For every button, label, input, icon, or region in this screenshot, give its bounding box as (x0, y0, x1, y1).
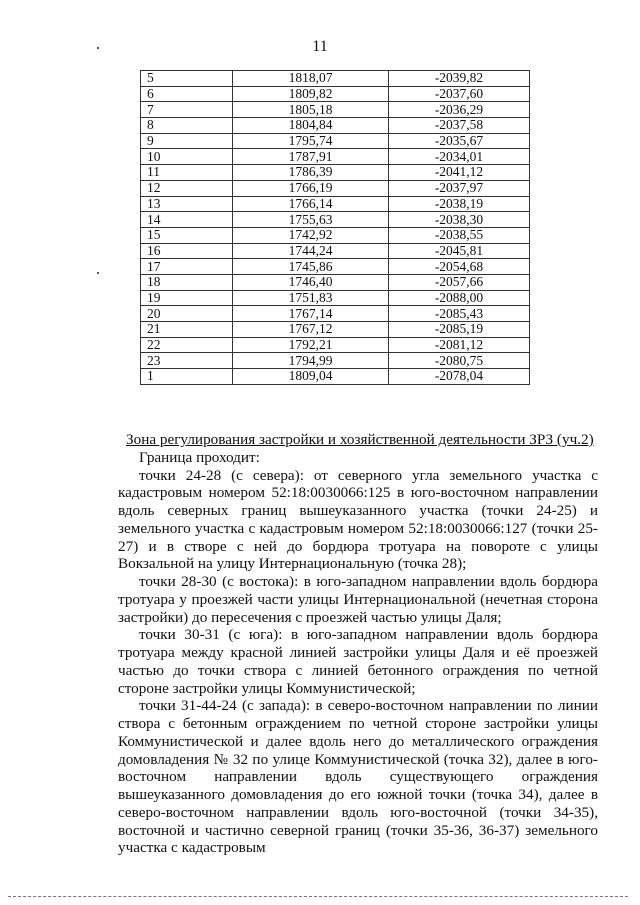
point-number: 11 (141, 165, 233, 181)
x-coordinate: 1805,18 (233, 102, 389, 118)
table-row (141, 306, 530, 322)
table-row (141, 353, 530, 369)
x-coordinate: 1766,14 (233, 196, 389, 212)
x-coordinate: 1755,63 (233, 212, 389, 228)
x-coordinate: 1786,39 (233, 165, 389, 181)
x-coordinate: 1818,07 (233, 71, 389, 87)
point-number: 8 (141, 118, 233, 134)
y-coordinate: -2045,81 (389, 243, 530, 259)
table-row (141, 259, 530, 275)
x-coordinate: 1767,12 (233, 322, 389, 338)
y-coordinate: -2037,60 (389, 86, 530, 102)
point-number: 16 (141, 243, 233, 259)
y-coordinate: -2038,55 (389, 227, 530, 243)
point-number: 23 (141, 353, 233, 369)
table-row (141, 180, 530, 196)
point-number: 15 (141, 227, 233, 243)
y-coordinate: -2037,97 (389, 180, 530, 196)
point-number: 5 (141, 71, 233, 87)
y-coordinate: -2034,01 (389, 149, 530, 165)
table-row (141, 227, 530, 243)
paragraph: Граница проходит: (139, 448, 260, 466)
y-coordinate: -2080,75 (389, 353, 530, 369)
paragraph: точки 30-31 (с юга): в юго-западном направлении вдоль бордюра тротуара между красной линией застройки улицы Даля и её проезжей частью до точки створа с линией бетонного ограждения по четной стороне застройки улицы Коммунистической; (118, 626, 598, 697)
table-row (141, 212, 530, 228)
point-number: 20 (141, 306, 233, 322)
y-coordinate: -2085,19 (389, 322, 530, 338)
x-coordinate: 1766,19 (233, 180, 389, 196)
scan-speck (97, 47, 99, 49)
x-coordinate: 1804,84 (233, 118, 389, 134)
table-row (141, 322, 530, 338)
x-coordinate: 1744,24 (233, 243, 389, 259)
table-row (141, 369, 530, 385)
y-coordinate: -2037,58 (389, 118, 530, 134)
point-number: 1 (141, 369, 233, 385)
x-coordinate: 1809,82 (233, 86, 389, 102)
x-coordinate: 1787,91 (233, 149, 389, 165)
table-row (141, 165, 530, 181)
point-number: 10 (141, 149, 233, 165)
x-coordinate: 1742,92 (233, 227, 389, 243)
point-number: 7 (141, 102, 233, 118)
y-coordinate: -2038,19 (389, 196, 530, 212)
scan-speck (97, 272, 99, 274)
y-coordinate: -2088,00 (389, 290, 530, 306)
x-coordinate: 1767,14 (233, 306, 389, 322)
y-coordinate: -2057,66 (389, 274, 530, 290)
table-row (141, 290, 530, 306)
table-row (141, 102, 530, 118)
y-coordinate: -2036,29 (389, 102, 530, 118)
page-number: 11 (312, 38, 328, 55)
y-coordinate: -2035,67 (389, 133, 530, 149)
paragraph: точки 28-30 (с востока): в юго-западном направлении вдоль бордюра тротуара у проезжей части улицы Интернациональной (нечетная сторона застройки) до пересечения с проезжей частью улицы Даля; (118, 573, 598, 626)
point-number: 9 (141, 133, 233, 149)
x-coordinate: 1809,04 (233, 369, 389, 385)
table-row (141, 337, 530, 353)
x-coordinate: 1751,83 (233, 290, 389, 306)
point-number: 17 (141, 259, 233, 275)
point-number: 22 (141, 337, 233, 353)
x-coordinate: 1745,86 (233, 259, 389, 275)
paragraph: точки 24-28 (с севера): от северного угла земельного участка с кадастровым номером 52:18:0030066:125 в юго-восточном направлении вдоль северных границ вышеуказанного участка (точки 24-25) и земельного участка с кадастровым номером 52:18:0030066:127 (точки 25-27) и в створе с ней до бордюра тротуара на повороте с улицы Вокзальной на улицу Интернациональную (точка 28); (118, 466, 598, 573)
y-coordinate: -2038,30 (389, 212, 530, 228)
x-coordinate: 1792,21 (233, 337, 389, 353)
table-row (141, 149, 530, 165)
section-heading: Зона регулирования застройки и хозяйственной деятельности ЗРЗ (уч.2) (126, 431, 594, 448)
point-number: 14 (141, 212, 233, 228)
table-row (141, 196, 530, 212)
table-row (141, 133, 530, 149)
document-body (118, 431, 598, 857)
x-coordinate: 1794,99 (233, 353, 389, 369)
point-number: 6 (141, 86, 233, 102)
coordinates-table (140, 70, 530, 385)
point-number: 18 (141, 274, 233, 290)
y-coordinate: -2085,43 (389, 306, 530, 322)
table-row (141, 274, 530, 290)
point-number: 19 (141, 290, 233, 306)
y-coordinate: -2041,12 (389, 165, 530, 181)
x-coordinate: 1795,74 (233, 133, 389, 149)
y-coordinate: -2039,82 (389, 71, 530, 87)
y-coordinate: -2081,12 (389, 337, 530, 353)
x-coordinate: 1746,40 (233, 274, 389, 290)
point-number: 13 (141, 196, 233, 212)
table-row (141, 86, 530, 102)
point-number: 21 (141, 322, 233, 338)
point-number: 12 (141, 180, 233, 196)
table-row (141, 118, 530, 134)
table-row (141, 71, 530, 87)
y-coordinate: -2078,04 (389, 369, 530, 385)
paragraph: точки 31-44-24 (с запада): в северо-восточном направлении по линии створа с бетонным ограждением по четной стороне застройки улицы Коммунистической и далее вдоль него до металлического ограждения домовладения № 32 по улице Коммунистической (точка 32), далее в юго-восточном направлении вдоль существующего ограждения вышеуказанного домовладения до его южной точки (точка 34), далее в северо-восточном направлении вдоль юго-восточной (точки 34-35), восточной и частично северной границ (точки 35-36, 36-37) земельного участка с кадастровым (118, 697, 598, 857)
table-row (141, 243, 530, 259)
scan-edge-line (8, 896, 628, 897)
y-coordinate: -2054,68 (389, 259, 530, 275)
